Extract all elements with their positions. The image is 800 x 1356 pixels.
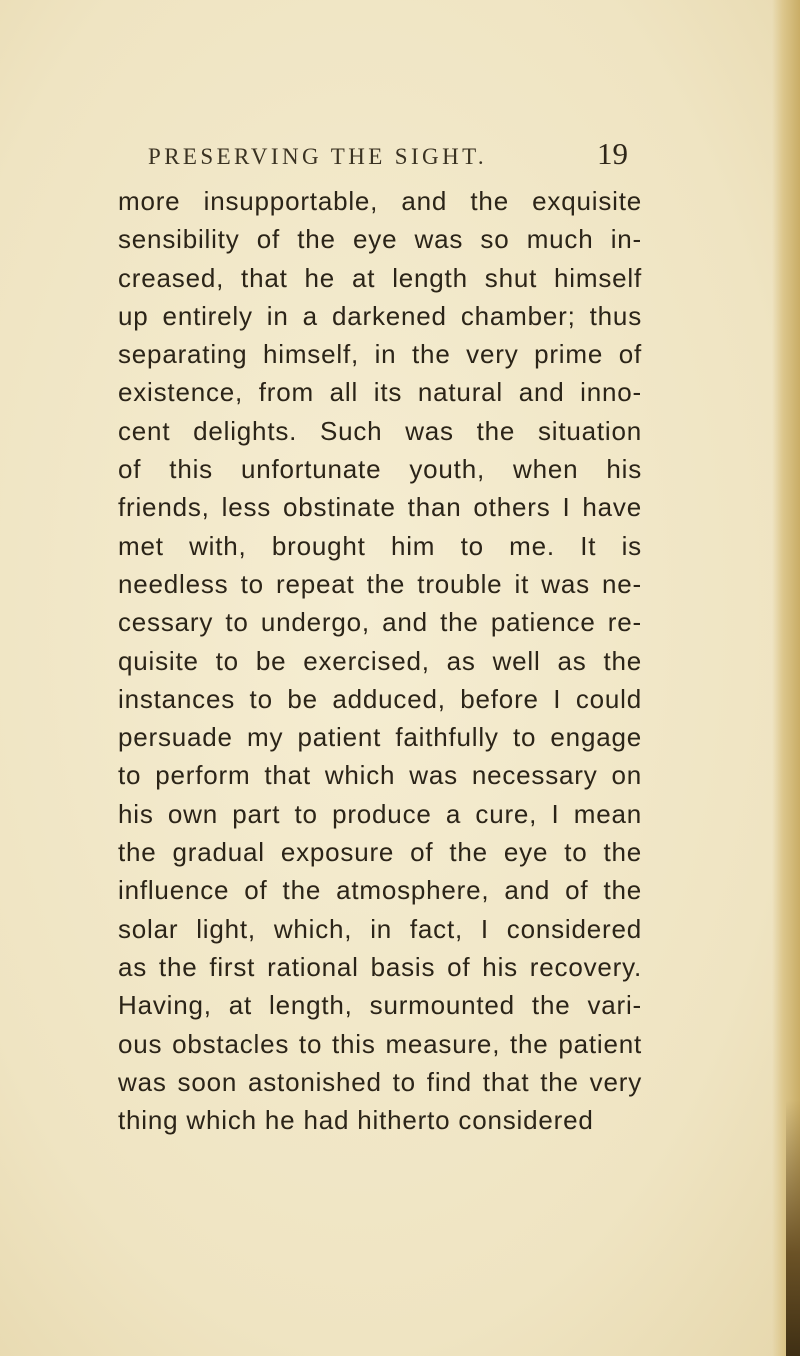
text-line: influence of the atmosphere, and of the bbox=[118, 875, 642, 906]
text-line: friends, less obstinate than others I have bbox=[118, 492, 642, 523]
text-line: more insupportable, and the exquisite bbox=[118, 186, 642, 216]
text-line: cessary to undergo, and the patience re- bbox=[118, 607, 642, 638]
page-header bbox=[148, 136, 628, 176]
text-line: quisite to be exercised, as well as the bbox=[118, 645, 642, 676]
text-line: creased, that he at length shut himself bbox=[118, 262, 642, 293]
page-edge-dark bbox=[786, 1100, 800, 1356]
text-line: of this unfortunate youth, when his bbox=[118, 454, 642, 485]
text-line: needless to repeat the trouble it was ne- bbox=[118, 568, 642, 599]
text-line: as the first rational basis of his recovery. bbox=[118, 951, 642, 982]
text-line: met with, brought him to me. It is bbox=[118, 530, 642, 561]
text-line: the gradual exposure of the eye to the bbox=[118, 837, 642, 868]
text-line: sensibility of the eye was so much in- bbox=[118, 224, 642, 255]
text-line: Having, at length, surmounted the vari- bbox=[118, 990, 642, 1021]
text-line: instances to be adduced, before I could bbox=[118, 683, 642, 714]
text-line: to perform that which was necessary on bbox=[118, 760, 642, 791]
text-line: was soon astonished to find that the very bbox=[118, 1066, 642, 1097]
text-line: solar light, which, in fact, I considered bbox=[118, 913, 642, 944]
page-number: 19 bbox=[597, 136, 628, 171]
text-line: his own part to produce a cure, I mean bbox=[118, 798, 642, 829]
text-line: ous obstacles to this measure, the patient bbox=[118, 1028, 642, 1059]
body-text bbox=[118, 182, 642, 1139]
text-line: persuade my patient faithfully to engage bbox=[118, 722, 642, 753]
text-line: separating himself, in the very prime of bbox=[118, 339, 642, 370]
text-line: cent delights. Such was the situation bbox=[118, 415, 642, 446]
text-line: existence, from all its natural and inno- bbox=[118, 377, 642, 408]
text-line: up entirely in a darkened chamber; thus bbox=[118, 300, 642, 331]
running-head: PRESERVING THE SIGHT. bbox=[148, 144, 487, 169]
text-line: thing which he had hitherto considered bbox=[118, 1105, 594, 1136]
